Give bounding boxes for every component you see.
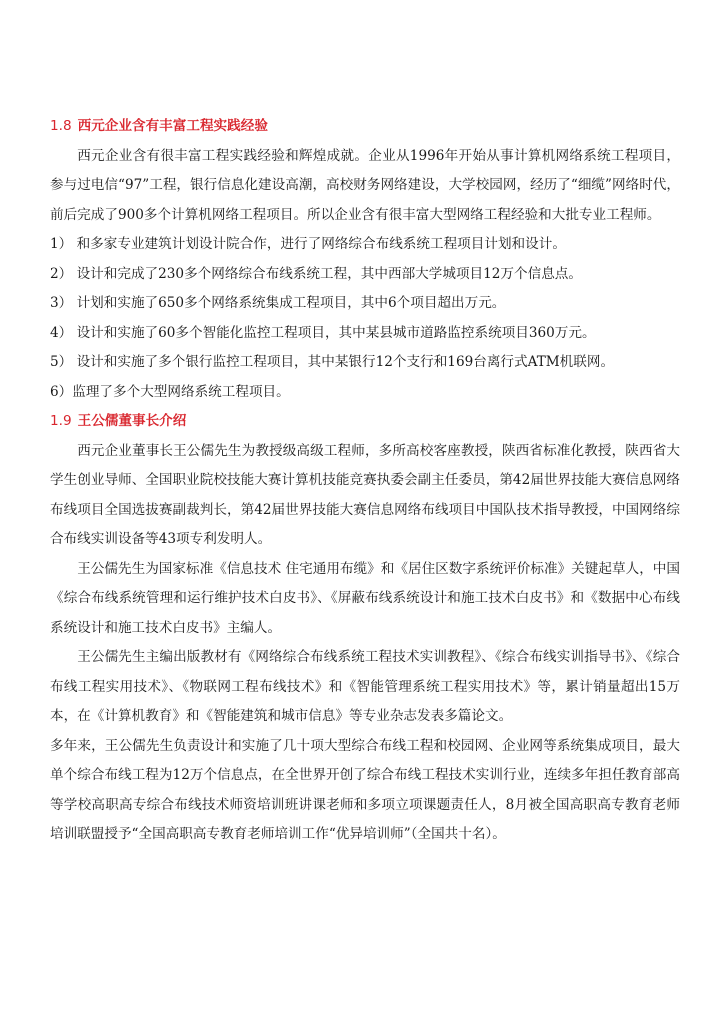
list-item: 6）监理了多个大型网络系统工程项目。: [50, 383, 290, 400]
section-heading-1-8: [50, 112, 680, 142]
section-title: 西元企业含有丰富工程实践经验: [77, 118, 268, 134]
list-item: 4） 设计和实施了60多个智能化监控工程项目，其中某县城市道路监控系统项目360万元。: [50, 324, 596, 341]
section-title: 王公儒董事长介绍: [77, 413, 187, 429]
bio-paragraph: 王公儒先生主编出版教材有《网络综合布线系统工程技术实训教程》、《综合布线实训指导书》、《综合布线工程实用技术》、《物联网工程布线技术》和《智能管理系统工程实用技术》等，累计销量超出15万本，在《计算机教育》和《智能建筑和城市信息》等专业杂志发表多篇论文。: [50, 649, 680, 724]
document-body: [50, 112, 680, 850]
list-item: 3） 计划和实施了650多个网络系统集成工程项目，其中6个项目超出万元。: [50, 295, 506, 311]
list-item: 5） 设计和实施了多个银行监控工程项目，其中某银行12个支行和169台离行式ATM机联网。: [50, 354, 615, 370]
list-item: 2） 设计和完成了230多个网络综合布线系统工程，其中西部大学城项目12万个信息点。: [50, 265, 582, 282]
list-item: 1） 和多家专业建筑计划设计院合作，进行了网络综合布线系统工程项目计划和设计。: [50, 236, 566, 252]
section-number: 1.9: [50, 413, 72, 429]
section-heading-1-9: [50, 407, 680, 437]
bio-closing-paragraph: 多年来，王公儒先生负责设计和实施了几十项大型综合布线工程和校园网、企业网等系统集成项目，最大单个综合布线工程为12万个信息点，在全世界开创了综合布线工程技术实训行业，连续多年担任教育部高等学校高职高专综合布线技术师资培训班讲课老师和多项立项课题责任人，8月被全国高职高专教育老师培训联盟授予“全国高职高专教育老师培训工作“优异培训师”（全国共十名）。: [50, 737, 680, 842]
bio-paragraph: 王公儒先生为国家标准《信息技术 住宅通用布缆》和《居住区数字系统评价标准》关键起草人，中国《综合布线系统管理和运行维护技术白皮书》、《屏蔽布线系统设计和施工技术白皮书》和《数据中心布线系统设计和施工技术白皮书》主编人。: [50, 560, 680, 636]
section-number: 1.8: [50, 118, 72, 134]
bio-paragraph: 西元企业董事长王公儒先生为教授级高级工程师，多所高校客座教授，陕西省标准化教授，陕西省大学生创业导师、全国职业院校技能大赛计算机技能竞赛执委会副主任委员，第42届世界技能大赛信息网络布线项目全国选拔赛副裁判长，第42届世界技能大赛信息网络布线项目中国队技术指导教授，中国网络综合布线实训设备等43项专利发明人。: [50, 442, 680, 547]
section-1-8-intro: 西元企业含有很丰富工程实践经验和辉煌成就。企业从1996年开始从事计算机网络系统工程项目，参与过电信“97”工程，银行信息化建设高潮，高校财务网络建设，大学校园网，经历了“细缆”网络时代，前后完成了900多个计算机网络工程项目。所以企业含有很丰富大型网络工程经验和大批专业工程师。: [50, 147, 680, 223]
